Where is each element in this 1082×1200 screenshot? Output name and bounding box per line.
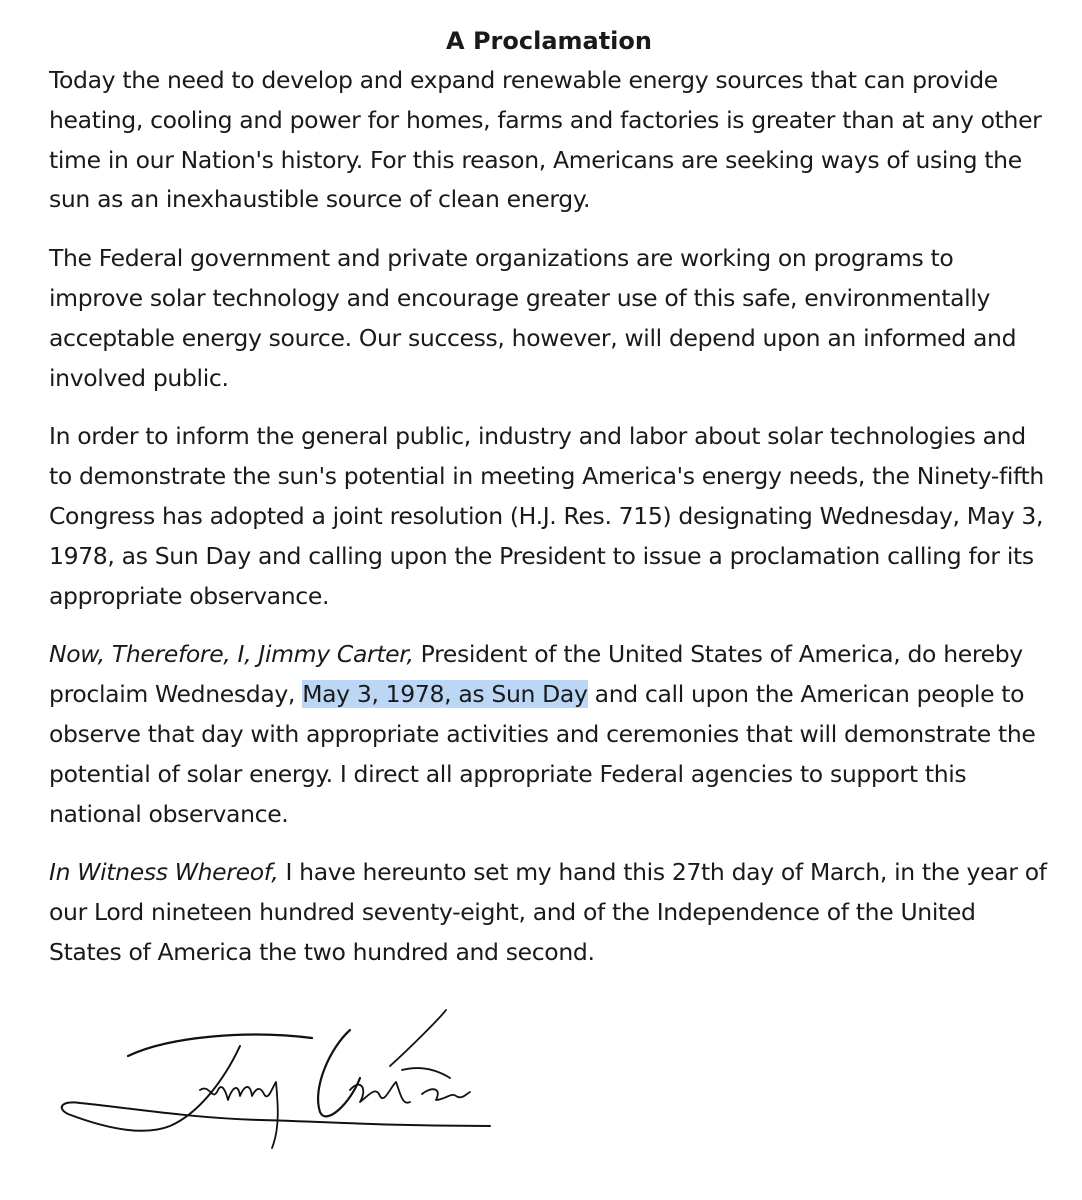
signature-stroke-c — [318, 1030, 360, 1116]
paragraph-2: The Federal government and private organizations are working on programs to improve solar technology and encourage greater use of this safe, environmentally acceptable energy source. Our success, however, will depend upon an informed and involved public. — [49, 244, 1017, 392]
italic-lead-proclaim: Now, Therefore, I, Jimmy Carter, — [49, 640, 414, 669]
paragraph-5 — [49, 853, 1049, 972]
paragraph-4-text-b: and call upon the American people to observe that day with appropriate activities and ceremonies that will demonstrate the potential of solar energy. I direct all appropriate Federal agencies to support this national observance. — [49, 680, 1036, 828]
paragraph-4-text-a: President of the United States of America, do hereby proclaim Wednesday, — [49, 640, 1023, 709]
selected-text-highlight[interactable]: May 3, 1978, as Sun Day — [302, 680, 588, 709]
signature-stroke-j-top — [128, 1035, 312, 1056]
signature-stroke-arter — [350, 1010, 470, 1103]
italic-lead-witness: In Witness Whereof, — [49, 858, 279, 887]
paragraph-5-text: I have hereunto set my hand this 27th day of March, in the year of our Lord nineteen hundred seventy-eight, and of the Independence of the United States of America the two hundred and second. — [49, 858, 1047, 966]
paragraph-3: In order to inform the general public, industry and labor about solar technologies and to demonstrate the sun's potential in meeting America's energy needs, the Ninety-fifth Congress has adopted a joint resolution (H.J. Res. 715) designating Wednesday, May 3, 1978, as Sun Day and calling upon the President to issue a proclamation calling for its appropriate observance. — [49, 422, 1044, 610]
paragraph-4 — [49, 635, 1049, 834]
document-title: A Proclamation — [446, 27, 652, 55]
proclamation-document — [49, 24, 1049, 973]
paragraph-1: Today the need to develop and expand renewable energy sources that can provide heating, cooling and power for homes, farms and factories is greater than at any other time in our Nation's history. For this reason, Americans are seeking ways of using the sun as an inexhaustible source of clean energy. — [49, 66, 1042, 214]
signature-image — [50, 1008, 500, 1168]
